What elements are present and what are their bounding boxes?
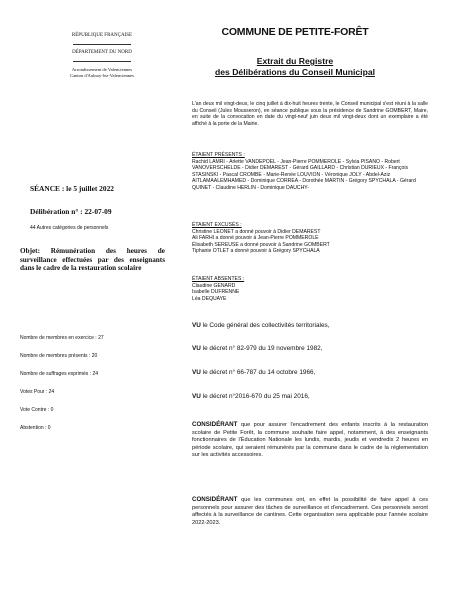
- objet-text: Objet: Rémunération des heures de surveillance effectuées par des enseignants dans le cadre de la restauration scolaire: [20, 247, 165, 273]
- vu-clause: [192, 369, 428, 376]
- republic-label: RÉPUBLIQUE FRANÇAISE: [71, 33, 133, 38]
- commune-title: COMMUNE DE PETITE-FORÊT: [221, 26, 369, 38]
- extrait-line-2: des Délibérations du Conseil Municipal: [215, 67, 375, 77]
- vu-lead: VU: [192, 322, 201, 329]
- canton-label: Canton d'Aulnoy-lez-Valenciennes: [70, 73, 134, 78]
- vu-text: le décret n° 82-979 du 19 novembre 1982,: [200, 345, 323, 352]
- count-present: Nombre de membres présents : 20: [20, 353, 98, 359]
- count-contre: Vote Contre : 0: [20, 407, 54, 413]
- vu-lead: VU: [192, 369, 201, 376]
- excuse-line: Élisabeth SEREUSE a donné pouvoir à Sandrine GOMBERT: [192, 241, 330, 248]
- extrait-title: [170, 56, 420, 78]
- absent-line: Claudine GENARD: [192, 282, 236, 289]
- absent-line: Isabelle DUFRENNE: [192, 289, 240, 296]
- excuse-line: Ali FARHI a donné pouvoir à Jean-Pierre POMMEROLE: [192, 235, 319, 242]
- considerant-clause: [192, 421, 428, 460]
- count-members: Nombre de membres en exercice : 27: [20, 335, 104, 341]
- header-divider: [73, 61, 131, 62]
- excuses-title: ÉTAIENT EXCUSÉS :: [192, 222, 242, 228]
- vu-lead: VU: [192, 345, 201, 352]
- vu-clause: [192, 322, 428, 329]
- presents-title: ÉTAIENT PRÉSENTS :: [192, 152, 245, 158]
- vu-text: le décret n°2016-670 du 25 mai 2016,: [200, 393, 310, 400]
- vu-text: le décret n° 66-787 du 14 octobre 1966,: [200, 369, 316, 376]
- count-suffrages: Nombre de suffrages exprimés : 24: [20, 371, 99, 377]
- count-abstention: Abstention : 0: [20, 425, 51, 431]
- count-pour: Votes Pour : 24: [20, 389, 55, 395]
- considerant-text: que pour assurer l'encadrement des enfants inscrits à la restauration scolaire de Petite Forêt, la commune souhaite faire appel, notamment, à des enseignants fonctionnaires de l'Éducation Nationale les lundis, mardis, jeudis et vendredis 2 heures en période scolaire, qui seraient rémunérés par la commune dans le cadre de la réglementation sur les activités accessoires.: [192, 422, 428, 459]
- administrative-header: [28, 33, 176, 79]
- arrondissement-label: Arrondissement de Valenciennes: [71, 67, 133, 72]
- extrait-line-1: Extrait du Registre: [256, 56, 334, 66]
- considerant-text: que les communes ont, en effet la possibilité de faire appel à ces personnels pour assurer des tâches de surveillance et d'encadrement. Ces personnels seront affectés à la surveillance de cantines. Cette organisation sera applicable pour l'année scolaire 2022-2023.: [192, 497, 428, 526]
- department-label: DÉPARTEMENT DU NORD: [72, 50, 132, 55]
- vu-clause: [192, 345, 428, 352]
- considerant-lead: CONSIDÉRANT: [192, 421, 238, 428]
- category-label: 44 Autres catégories de personnels: [30, 225, 109, 231]
- absentes-title: ÉTAIENT ABSENTES :: [192, 276, 245, 282]
- presents-list: Rachid LAMRI - Arlette VANDEPOEL - Jean-Pierre POMMEROLE - Sylvia PISANO - Robert VANOVERSCHELDE - Didier DEMAREST - Gérard GAILLARD - Christian DURIEUX - François STASINSKI - Pascal CROMBE - Marie-Renée LOUVION - Véronique JOLY - Abdel-Aziz AITLAMAALEMHAMED - Dominique CORREA - Dorothée MARTIN - Grégory SPYCHALA - Gérard QUINET - Claudine HERLIN - Dominique DAUCHY-: [192, 158, 416, 191]
- seance-date: SÉANCE : le 5 juillet 2022: [30, 184, 114, 193]
- vote-counts: [20, 335, 170, 443]
- intro-paragraph: L'an deux mil vingt-deux, le cinq juillet à dix-huit heures trente, le Conseil municipal s'est réuni à la salle du Conseil (Jules Mousseron), en séance publique sous la présidence de Sandrine GOMBERT, Maire, en suite de la convocation en date du vingt-neuf juin deux mil vingt-deux dont un exemplaire a été affiché à la porte de la Mairie.: [192, 101, 428, 127]
- header-divider: [73, 44, 131, 45]
- deliberation-number: Délibération n° : 22-07-09: [30, 207, 112, 216]
- excuses-section: [192, 222, 428, 255]
- absentes-section: [192, 276, 428, 302]
- excuse-line: Christine LEONET a donné pouvoir à Didier DEMAREST: [192, 228, 321, 235]
- considerant-clause: [192, 496, 428, 527]
- considerant-lead: CONSIDÉRANT: [192, 496, 238, 503]
- absent-line: Léa DEQUAYE: [192, 295, 227, 302]
- vu-lead: VU: [192, 393, 201, 400]
- presents-section: [192, 152, 428, 192]
- vu-text: le Code général des collectivités territoriales,: [200, 322, 330, 329]
- vu-clause: [192, 393, 428, 400]
- excuse-line: Tiphanie OTLET a donné pouvoir à Grégory SPYCHALA: [192, 248, 320, 255]
